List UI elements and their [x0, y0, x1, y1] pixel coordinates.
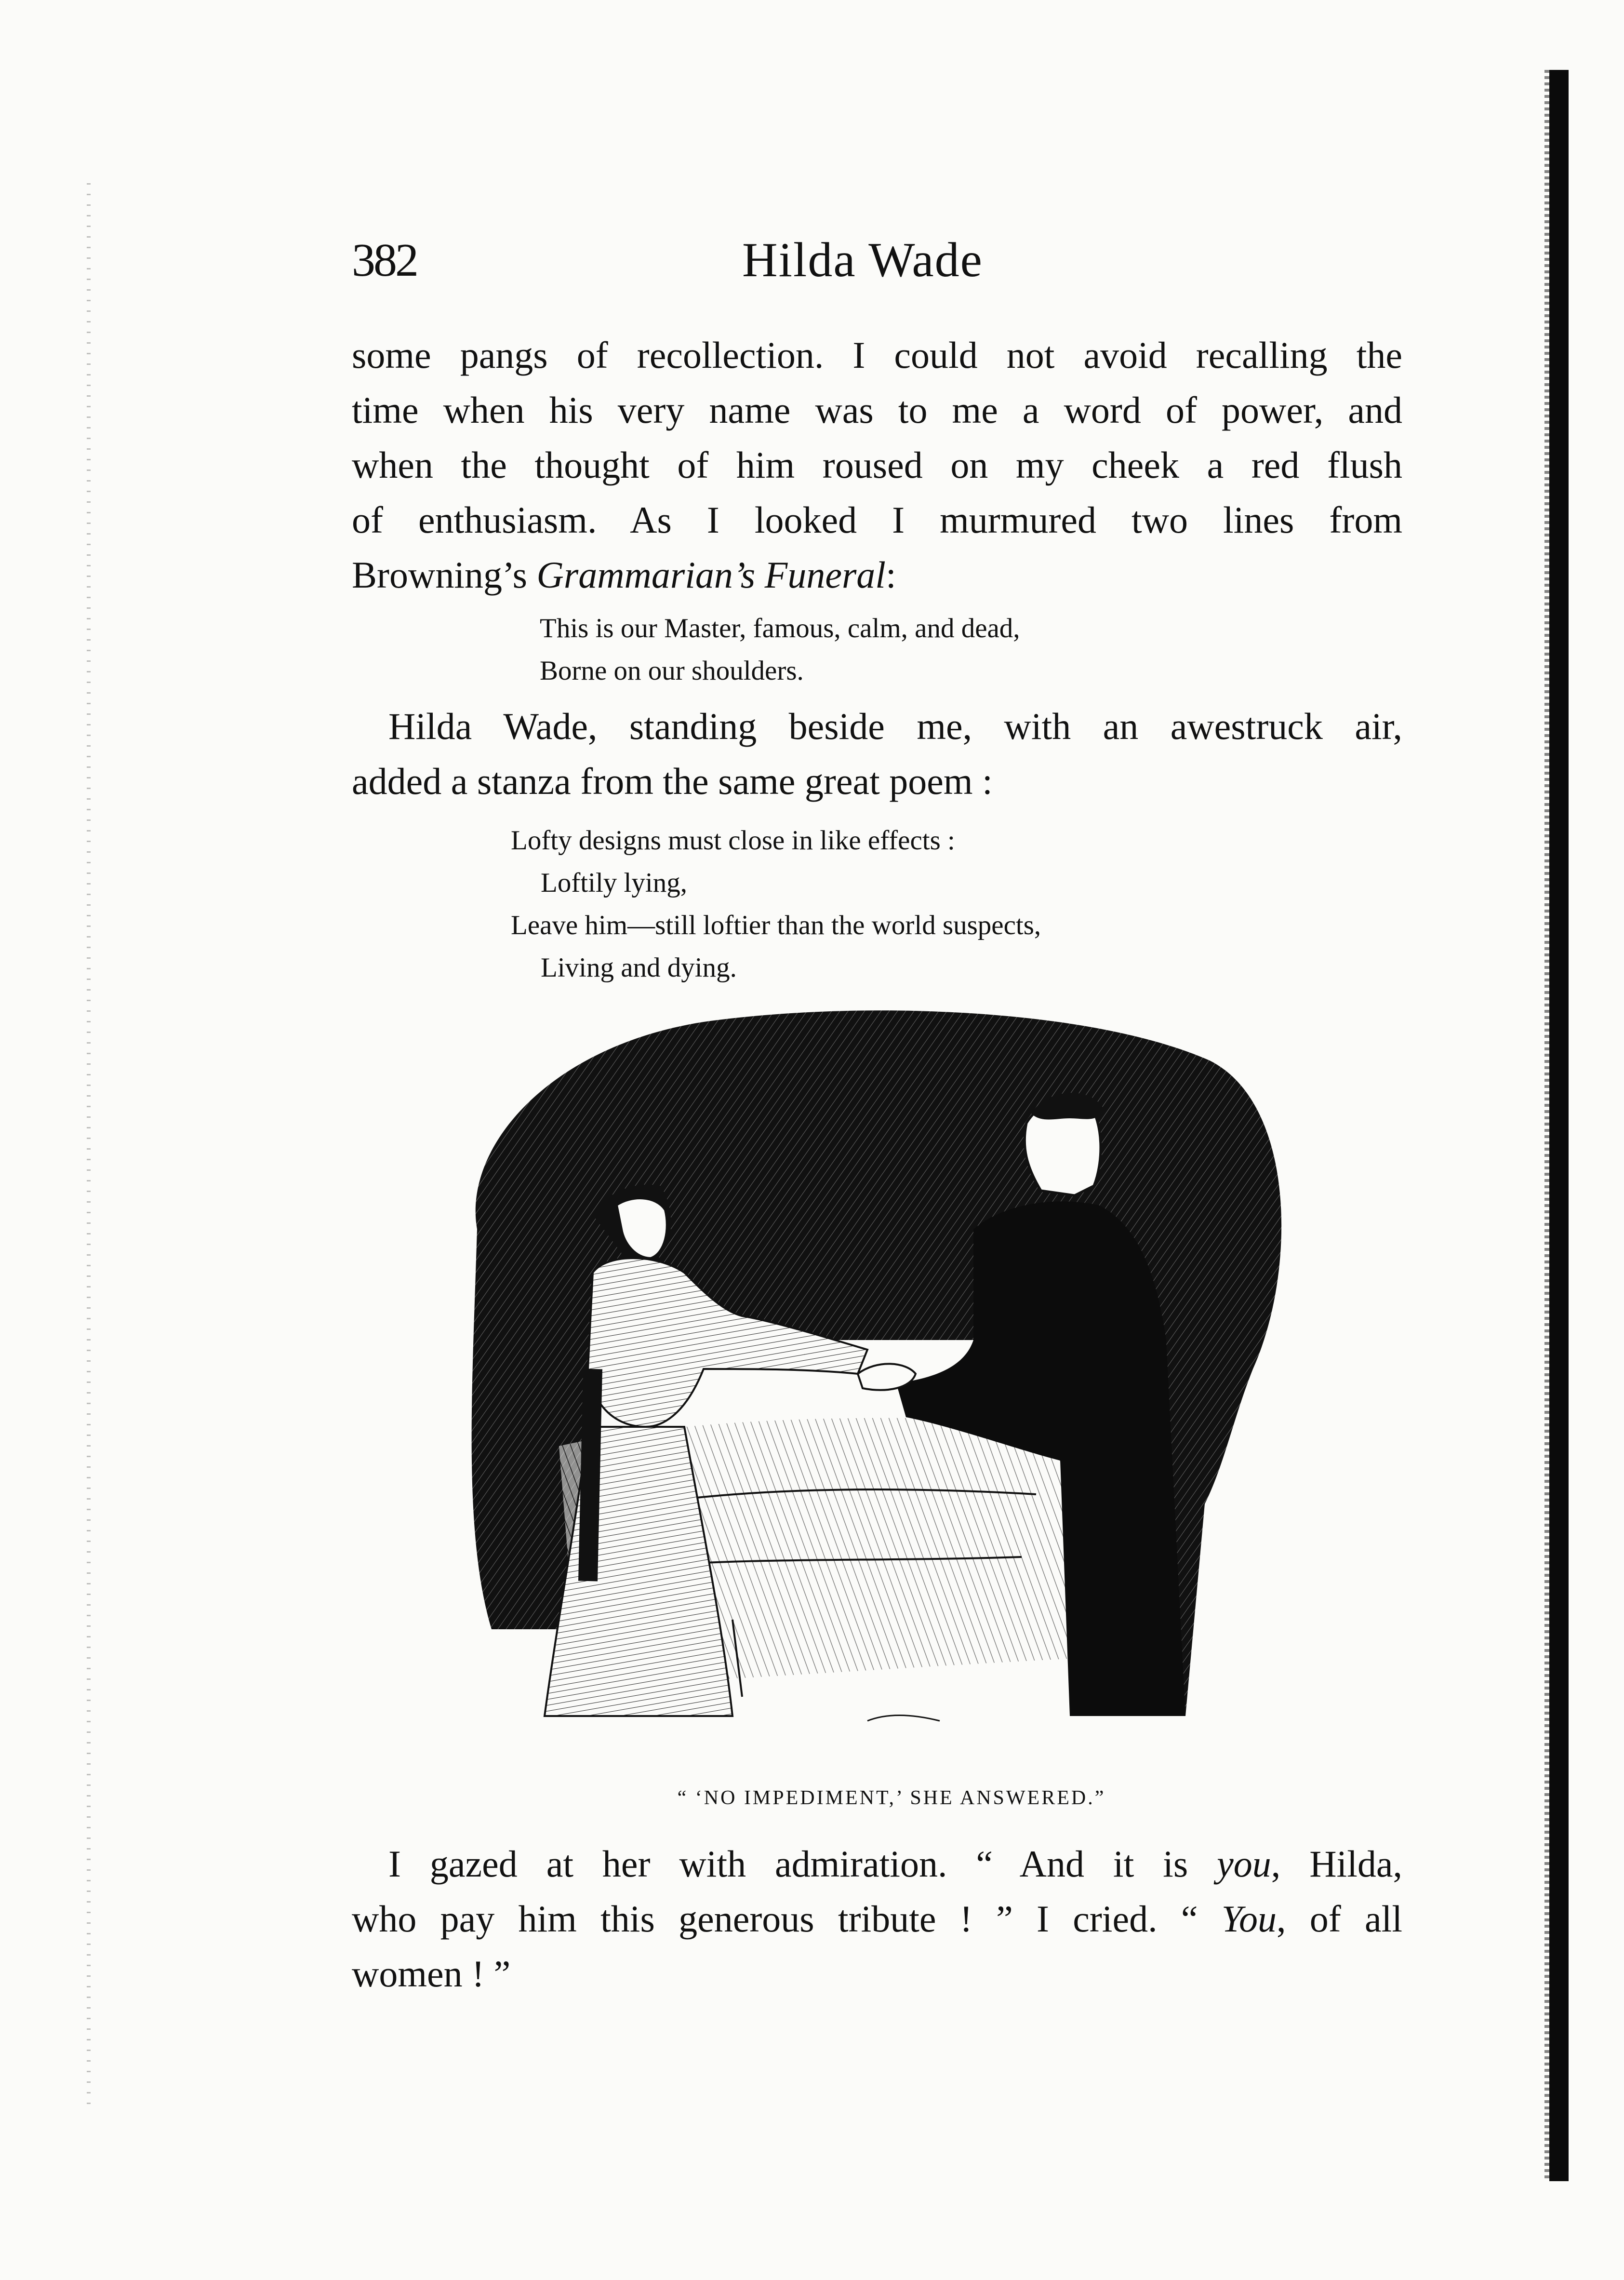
emphasis: you [1217, 1843, 1271, 1885]
paragraph-1 [352, 328, 1402, 603]
emphasis: You [1221, 1898, 1277, 1940]
text-line: Hilda Wade, standing beside me, with an awestruck air, [388, 705, 1402, 747]
page-number: 382 [352, 234, 417, 286]
text-line: some pangs of recollection. I could not avoid recalling the [352, 334, 1402, 376]
engraved-illustration [434, 1003, 1301, 1769]
verse-line: Lofty designs must close in like effects : [511, 825, 955, 856]
text-span: I gazed at her with admiration. “ And it is [388, 1843, 1217, 1885]
verse-quote-2 [511, 819, 1041, 989]
text-span: : [885, 554, 896, 596]
text-span: , Hilda, [1271, 1843, 1402, 1885]
text-line [352, 1891, 1402, 1946]
text-span: , of all [1277, 1898, 1403, 1940]
text-line [352, 548, 1402, 603]
paragraph-2 [352, 699, 1402, 809]
text-line: added a stanza from the same great poem : [352, 760, 993, 802]
running-header [352, 227, 1412, 294]
verse-quote-1 [540, 607, 1020, 692]
text-line: of enthusiasm. As I looked I murmured two lines from [352, 499, 1402, 541]
text-line: when the thought of him roused on my cheek a red flush [352, 444, 1402, 486]
verse-line: Living and dying. [541, 952, 737, 983]
text-line: time when his very name was to me a word of power, and [352, 389, 1402, 431]
verse-line: Leave him—still loftier than the world suspects, [511, 910, 1041, 940]
poem-title: Grammarian’s Funeral [536, 554, 886, 596]
text-line: women ! ” [352, 1953, 511, 1995]
text-line [352, 1837, 1402, 1891]
illustration-caption: “ ‘NO IMPEDIMENT,’ SHE ANSWERED.” [677, 1787, 1106, 1809]
verse-line: Borne on our shoulders. [540, 656, 804, 686]
text-span: who pay him this generous tribute ! ” I cried. “ [352, 1898, 1222, 1940]
verse-line: This is our Master, famous, calm, and dead, [540, 613, 1020, 644]
running-title: Hilda Wade [742, 233, 983, 287]
scan-binding-edge [1549, 70, 1569, 2181]
floor-scribble [867, 1715, 940, 1721]
paragraph-3 [352, 1837, 1402, 2001]
scan-left-margin-speckle [87, 183, 91, 2111]
verse-line: Loftily lying, [541, 868, 687, 898]
text-span: Browning’s [352, 554, 537, 596]
